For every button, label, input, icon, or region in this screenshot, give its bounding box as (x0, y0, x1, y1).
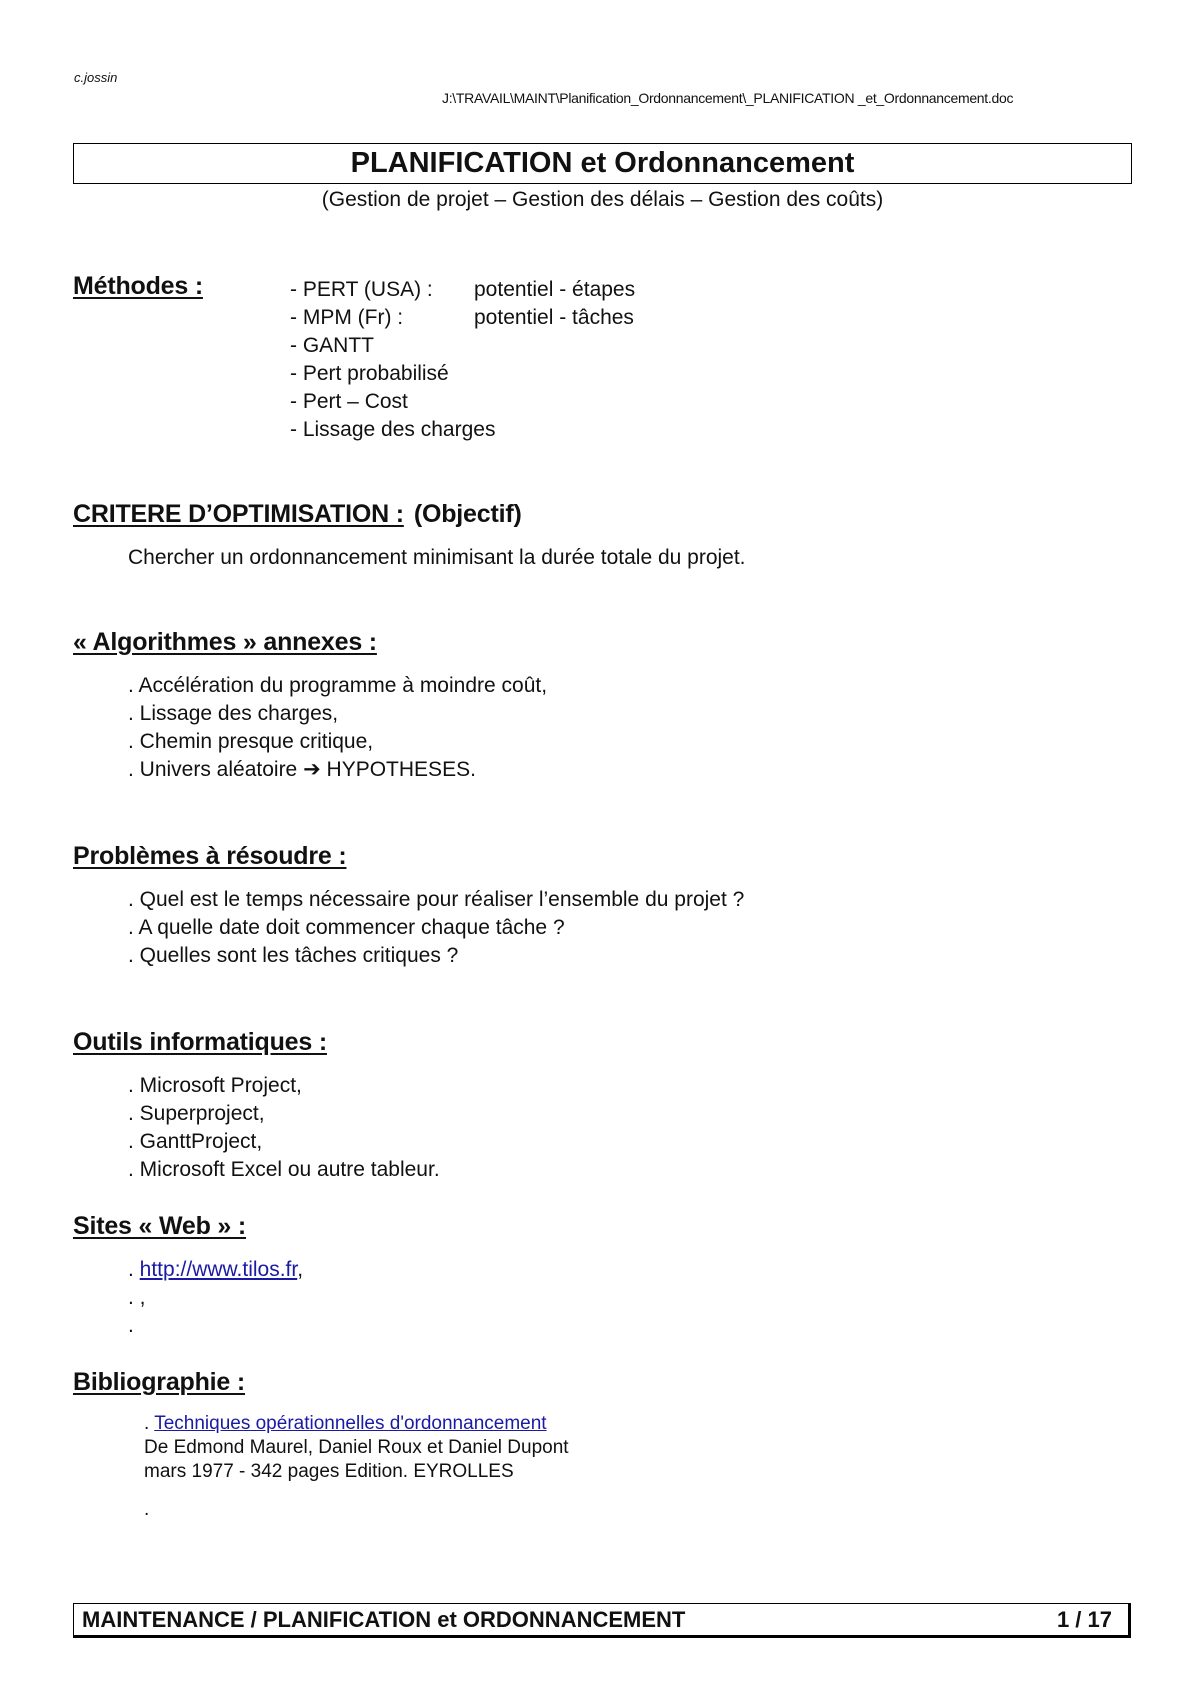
link-suffix: , (297, 1258, 304, 1281)
method-name: - Pert – Cost (290, 390, 408, 413)
method-name: - Lissage des charges (290, 418, 496, 441)
footer-label: MAINTENANCE / PLANIFICATION et ORDONNANCEMENT (82, 1606, 686, 1632)
arrow-right-icon: ➔ (303, 758, 321, 781)
methodes-list (290, 276, 635, 444)
list-item (290, 416, 635, 444)
list-item (128, 756, 547, 784)
link-prefix: . (128, 1258, 140, 1281)
problemes-heading: Problèmes à résoudre : (73, 842, 347, 870)
list-item: . GanttProject, (128, 1130, 263, 1153)
bibliographie-entry (144, 1412, 569, 1522)
page-subtitle: (Gestion de projet – Gestion des délais – Gestion des coûts) (321, 188, 884, 211)
list-item: . Quelles sont les tâches critiques ? (128, 944, 459, 967)
method-desc: potentiel - étapes (474, 278, 636, 301)
list-item (128, 1256, 303, 1284)
method-desc: potentiel - tâches (474, 306, 634, 329)
critere-heading-text: CRITERE D’OPTIMISATION : (73, 500, 404, 528)
list-item (290, 276, 635, 304)
algo-last-prefix: . Univers aléatoire (128, 758, 298, 781)
file-path: J:\TRAVAIL\MAINT\Planification_Ordonnancement\_PLANIFICATION _et_Ordonnancement.doc (442, 90, 1014, 106)
list-item: . Chemin presque critique, (128, 730, 374, 753)
list-item: . Lissage des charges, (128, 702, 339, 725)
list-item: . Quel est le temps nécessaire pour réaliser l’ensemble du projet ? (128, 888, 745, 911)
list-item (144, 1412, 569, 1436)
critere-heading (73, 500, 522, 529)
list-item: . Superproject, (128, 1102, 265, 1125)
method-name: - PERT (USA) : (290, 278, 433, 301)
page-footer (73, 1603, 1131, 1638)
list-item (290, 388, 635, 416)
book-authors: De Edmond Maurel, Daniel Roux et Daniel Dupont (144, 1437, 569, 1458)
book-edition: mars 1977 - 342 pages Edition. EYROLLES (144, 1461, 514, 1482)
method-name: - Pert probabilisé (290, 362, 449, 385)
list-item (290, 360, 635, 388)
algorithmes-list (128, 672, 547, 784)
list-item: . Accélération du programme à moindre coût, (128, 674, 548, 697)
algo-last-suffix: HYPOTHESES. (326, 758, 476, 781)
tilos-link[interactable]: http://www.tilos.fr (139, 1258, 298, 1281)
problemes-list (128, 886, 744, 970)
book-link[interactable]: Techniques opérationnelles d'ordonnancement (154, 1413, 547, 1434)
list-item: . , (128, 1286, 146, 1309)
bibliographie-heading: Bibliographie : (73, 1368, 246, 1396)
list-item: . (144, 1499, 150, 1520)
list-item: . Microsoft Excel ou autre tableur. (128, 1158, 440, 1181)
list-item: . (128, 1314, 134, 1337)
method-name: - MPM (Fr) : (290, 306, 404, 329)
outils-list (128, 1072, 440, 1184)
method-name: - GANTT (290, 334, 374, 357)
page-number: 1 / 17 (1056, 1606, 1112, 1632)
critere-text: Chercher un ordonnancement minimisant la durée totale du projet. (128, 546, 746, 569)
list-item: . Microsoft Project, (128, 1074, 302, 1097)
page-title: PLANIFICATION et Ordonnancement (73, 143, 1132, 184)
sites-list (128, 1256, 303, 1340)
list-item (290, 304, 635, 332)
list-item (290, 332, 635, 360)
link-prefix: . (144, 1413, 155, 1434)
list-item: . A quelle date doit commencer chaque tâche ? (128, 916, 565, 939)
author-label: c.jossin (74, 70, 118, 85)
algorithmes-heading: « Algorithmes » annexes : (73, 628, 377, 656)
outils-heading: Outils informatiques : (73, 1028, 327, 1056)
critere-note: (Objectif) (413, 500, 522, 528)
sites-heading: Sites « Web » : (73, 1212, 246, 1240)
methodes-heading: Méthodes : (73, 272, 203, 300)
